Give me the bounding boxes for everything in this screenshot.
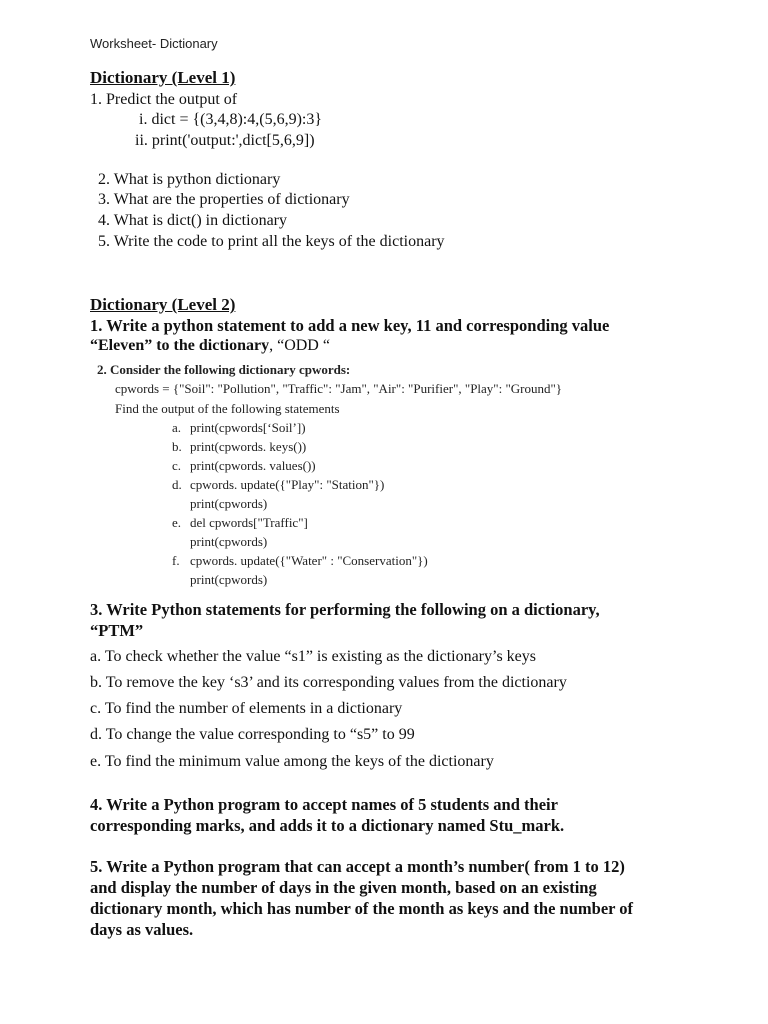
level1-q1-ii: ii. print('output:',dict[5,6,9])	[135, 132, 315, 149]
level2-q3-e: e. To find the minimum value among the keys of the dictionary	[90, 753, 494, 770]
level2-q2-find: Find the output of the following statements	[115, 401, 340, 416]
level1-q1: 1. Predict the output of	[90, 91, 238, 108]
level2-q5-line3: dictionary month, which has number of the month as keys and the number of	[90, 899, 634, 918]
level2-q1-line2-rest: , “ODD “	[269, 337, 330, 354]
level2-heading: Dictionary (Level 2)	[90, 295, 236, 314]
q2-item-line: cpwords. update({"Water" : "Conservation"})	[190, 553, 428, 568]
level2-q2-code: cpwords = {"Soil": "Pollution", "Traffic": "Jam", "Air": "Purifier", "Play": "Ground"}	[115, 381, 563, 396]
q2-item-label: f.	[172, 553, 180, 568]
q2-item-line: print(cpwords. values())	[190, 458, 316, 473]
q2-item-line: print(cpwords. keys())	[190, 439, 307, 454]
q2-item-label: e.	[172, 515, 182, 530]
level2-q5-line2: and display the number of days in the given month, based on an existing	[90, 878, 597, 897]
q2-item-label: a.	[172, 420, 182, 435]
level2-q5-line1: 5. Write a Python program that can accept a month’s number( from 1 to 12)	[90, 857, 625, 876]
q2-item-label: c.	[172, 458, 182, 473]
page-header: Worksheet- Dictionary	[90, 36, 218, 51]
level1-q2: 2. What is python dictionary	[98, 171, 281, 188]
q2-item-label: d.	[172, 477, 182, 492]
q2-item-line: del cpwords["Traffic"]	[190, 515, 308, 530]
q2-item-line: print(cpwords[‘Soil’])	[190, 420, 306, 435]
level2-q4-line1: 4. Write a Python program to accept names of 5 students and their	[90, 795, 558, 814]
q2-item-line: cpwords. update({"Play": "Station"})	[190, 477, 385, 492]
level1-q4: 4. What is dict() in dictionary	[98, 212, 287, 229]
q2-item-line2: print(cpwords)	[190, 534, 268, 549]
level2-q1-line1: 1. Write a python statement to add a new key, 11 and corresponding value	[90, 316, 610, 335]
level2-q3-d: d. To change the value corresponding to “s5” to 99	[90, 726, 415, 743]
level1-q3: 3. What are the properties of dictionary	[98, 191, 350, 208]
q2-item-line2: print(cpwords)	[190, 572, 268, 587]
level2-q3-c: c. To find the number of elements in a dictionary	[90, 700, 403, 717]
level2-q3-a: a. To check whether the value “s1” is existing as the dictionary’s keys	[90, 648, 537, 665]
q2-item-label: b.	[172, 439, 182, 454]
level2-q1-line2-bold: “Eleven” to the dictionary	[90, 337, 270, 354]
level2-q3-line1: 3. Write Python statements for performing the following on a dictionary,	[90, 600, 600, 619]
level2-q4-line2: corresponding marks, and adds it to a dictionary named Stu_mark.	[90, 816, 565, 835]
level1-q5: 5. Write the code to print all the keys of the dictionary	[98, 233, 445, 250]
level1-q1-i: i. dict = {(3,4,8):4,(5,6,9):3}	[139, 111, 323, 128]
level1-heading: Dictionary (Level 1)	[90, 68, 236, 87]
q2-item-line2: print(cpwords)	[190, 496, 268, 511]
level2-q3-b: b. To remove the key ‘s3’ and its corresponding values from the dictionary	[90, 674, 567, 691]
level2-q5-line4: days as values.	[90, 920, 194, 939]
level2-q3-line2: “PTM”	[90, 621, 144, 640]
level2-q1-line2	[90, 337, 330, 355]
level2-q2-title: 2. Consider the following dictionary cpwords:	[97, 362, 351, 377]
